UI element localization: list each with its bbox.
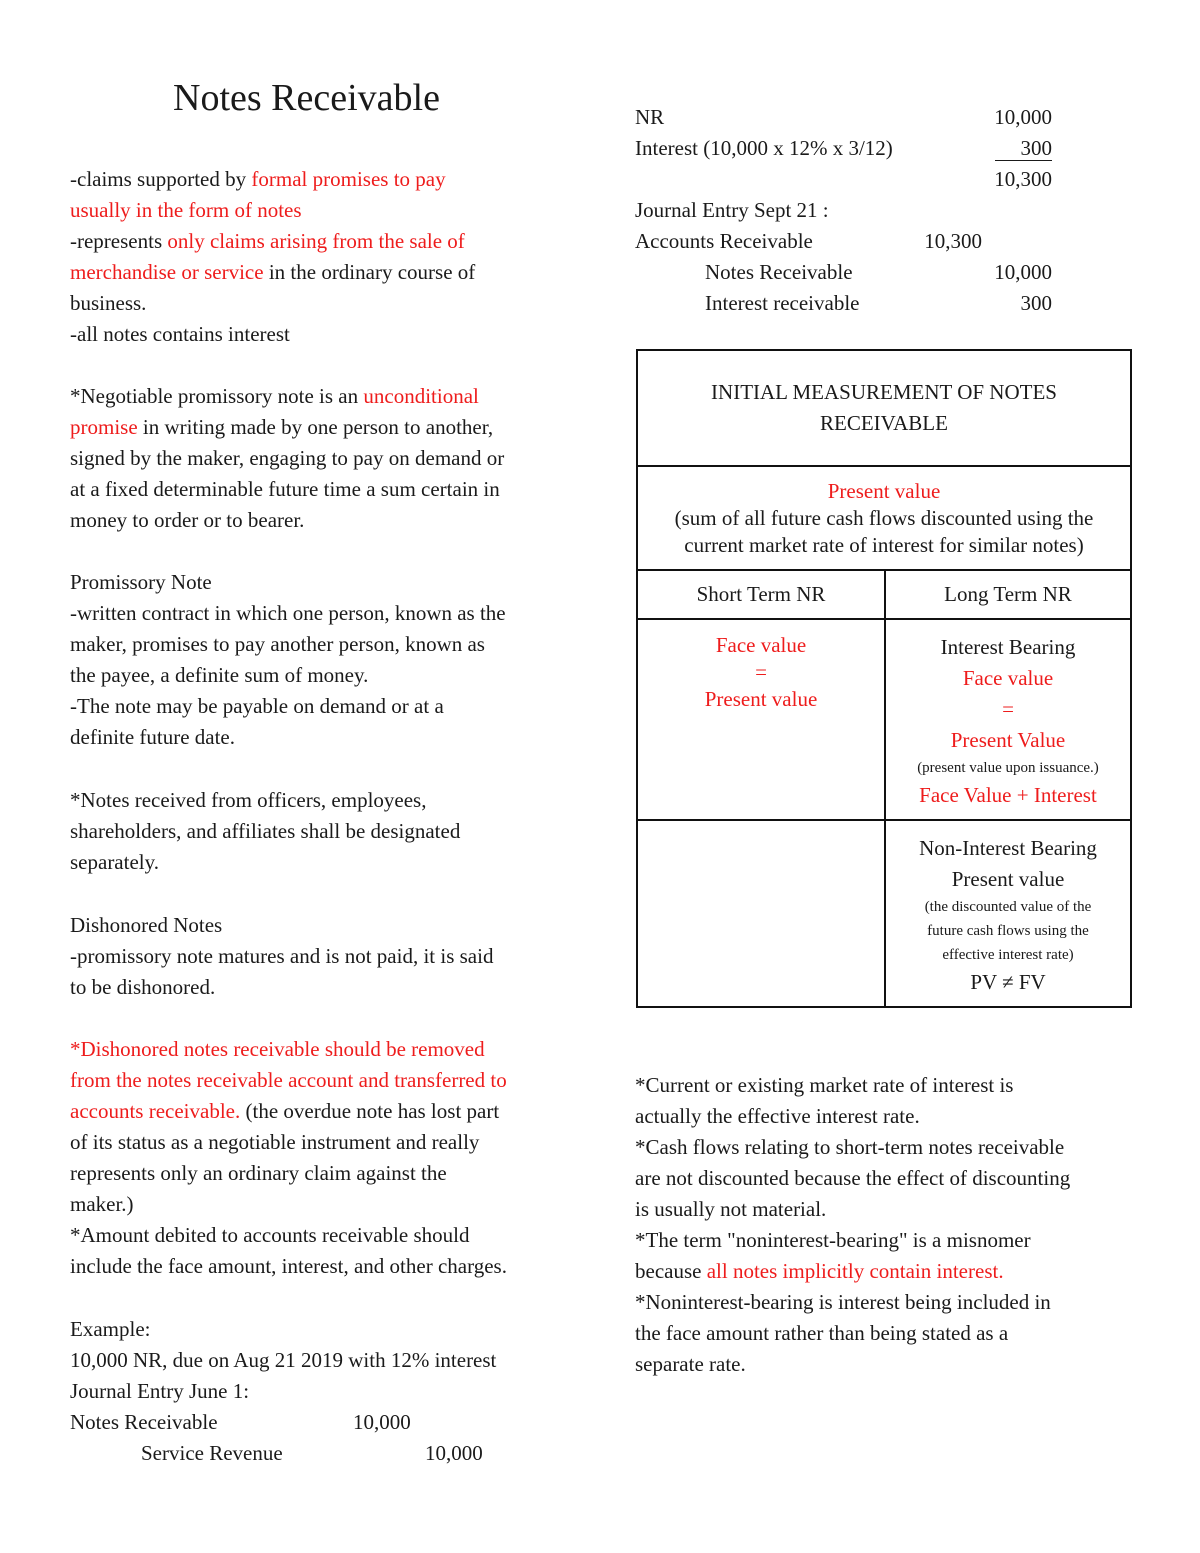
cell-note: (present value upon issuance.) <box>917 760 1099 776</box>
text: represents only an ordinary claim against the <box>70 1161 447 1185</box>
cell-text: Present value <box>951 867 1065 891</box>
cell-text: PV ≠ FV <box>970 970 1046 994</box>
journal-entry-account: Interest receivable <box>705 291 860 315</box>
highlight-text: usually in the form of notes <box>70 198 302 222</box>
journal-entry-amount: 10,300 <box>924 229 982 253</box>
text: *Cash flows relating to short-term notes receivable <box>635 1135 1065 1159</box>
cell-note: (the discounted value of the <box>924 899 1092 915</box>
notes-section <box>635 1070 1135 1380</box>
highlight-text: formal promises to pay <box>251 167 446 191</box>
initial-measurement-table <box>636 349 1132 1008</box>
dishonored-treatment-section <box>70 1034 570 1282</box>
text: *Current or existing market rate of interest is <box>635 1073 1014 1097</box>
journal-entry-account: Notes Receivable <box>70 1410 218 1434</box>
cell-text: Present value <box>704 687 818 711</box>
text: -all notes contains interest <box>70 322 290 346</box>
text: shareholders, and affiliates shall be designated <box>70 819 461 843</box>
text: in the ordinary course of <box>263 260 476 284</box>
table-header-line: INITIAL MEASUREMENT OF NOTES <box>711 380 1057 404</box>
highlight-text: merchandise or service <box>70 260 264 284</box>
text: -represents <box>70 229 168 253</box>
journal-entry-title: Journal Entry Sept 21 : <box>635 198 829 222</box>
text: signed by the maker, engaging to pay on demand or <box>70 446 505 470</box>
journal-entry-amount: 10,000 <box>353 1410 411 1434</box>
computation-label: NR <box>635 105 665 129</box>
text: because <box>635 1259 707 1283</box>
highlight-text: unconditional <box>363 384 479 408</box>
dishonored-notes-section <box>70 910 570 1003</box>
text: *Noninterest-bearing is interest being included in <box>635 1290 1051 1314</box>
text: *Amount debited to accounts receivable should <box>70 1223 470 1247</box>
section-heading: Promissory Note <box>70 570 212 594</box>
computation-total: 10,300 <box>994 167 1052 191</box>
column-header-long-term: Long Term NR <box>885 570 1131 619</box>
present-value-cell <box>637 466 1131 570</box>
journal-entry-account: Accounts Receivable <box>635 229 813 253</box>
text: in writing made by one person to another, <box>137 415 494 439</box>
cell-title: Non-Interest Bearing <box>919 836 1097 860</box>
highlight-text: promise <box>70 415 138 439</box>
short-term-cell <box>637 619 885 820</box>
text: -written contract in which one person, known as the <box>70 601 506 625</box>
text: (the overdue note has lost part <box>240 1099 500 1123</box>
cell-text: Face value <box>962 666 1054 690</box>
table-header-line: RECEIVABLE <box>820 411 948 435</box>
computation-amount: 300 <box>995 136 1053 161</box>
highlight-text: accounts receivable. <box>70 1099 241 1123</box>
highlight-text: from the notes receivable account and transferred to <box>70 1068 507 1092</box>
text: *The term "noninterest-bearing" is a misnomer <box>635 1228 1031 1252</box>
present-value-definition: (sum of all future cash flows discounted using the <box>674 505 1094 530</box>
text: actually the effective interest rate. <box>635 1104 920 1128</box>
promissory-note-section <box>70 567 570 753</box>
officers-section <box>70 785 570 878</box>
example-section <box>70 1314 570 1407</box>
journal-entry-account: Notes Receivable <box>705 260 853 284</box>
text: the payee, a definite sum of money. <box>70 663 369 687</box>
computation-label: Interest (10,000 x 12% x 3/12) <box>635 136 893 160</box>
text: to be dishonored. <box>70 975 216 999</box>
highlight-text: *Dishonored notes receivable should be removed <box>70 1037 485 1061</box>
text: the face amount rather than being stated as a <box>635 1321 1009 1345</box>
section-heading: Dishonored Notes <box>70 913 223 937</box>
cell-text: = <box>755 660 767 684</box>
section-heading: Example: <box>70 1317 151 1341</box>
text: business. <box>70 291 147 315</box>
text: Journal Entry June 1: <box>70 1379 250 1403</box>
page-title: Notes Receivable <box>173 77 440 119</box>
cell-note: effective interest rate) <box>942 947 1074 963</box>
text: separate rate. <box>635 1352 746 1376</box>
non-interest-bearing-cell <box>885 820 1131 1007</box>
text: money to order or to bearer. <box>70 508 305 532</box>
journal-entry-account: Service Revenue <box>141 1441 283 1465</box>
definition-section <box>70 164 570 350</box>
present-value-definition: current market rate of interest for similar notes) <box>684 532 1084 557</box>
text: separately. <box>70 850 160 874</box>
interest-bearing-cell <box>885 619 1131 820</box>
text: *Notes received from officers, employees, <box>70 788 427 812</box>
computation-amount: 10,000 <box>994 105 1052 129</box>
text: of its status as a negotiable instrument and really <box>70 1130 480 1154</box>
text: include the face amount, interest, and other charges. <box>70 1254 507 1278</box>
text: -claims supported by <box>70 167 252 191</box>
highlight-text: all notes implicitly contain interest. <box>706 1259 1004 1283</box>
cell-text: Face value <box>715 633 807 657</box>
text: definite future date. <box>70 725 236 749</box>
text: is usually not material. <box>635 1197 827 1221</box>
cell-title: Interest Bearing <box>940 635 1076 659</box>
negotiable-note-section <box>70 381 570 536</box>
cell-text: = <box>1002 697 1014 721</box>
column-header-short-term: Short Term NR <box>637 570 885 619</box>
text: -The note may be payable on demand or at a <box>70 694 444 718</box>
present-value-label: Present value <box>827 478 941 503</box>
text: *Negotiable promissory note is an <box>70 384 364 408</box>
text: at a fixed determinable future time a sum certain in <box>70 477 500 501</box>
text: 10,000 NR, due on Aug 21 2019 with 12% interest <box>70 1348 497 1372</box>
text: maker.) <box>70 1192 134 1216</box>
cell-text: Face Value + Interest <box>919 783 1097 807</box>
highlight-text: only claims arising from the sale of <box>167 229 465 253</box>
empty-cell <box>637 820 885 1007</box>
journal-entry-amount: 10,000 <box>994 260 1052 284</box>
cell-note: future cash flows using the <box>927 923 1089 939</box>
cell-text: Present Value <box>950 728 1066 752</box>
journal-entry-amount: 300 <box>1020 291 1052 315</box>
text: -promissory note matures and is not paid, it is said <box>70 944 494 968</box>
text: maker, promises to pay another person, known as <box>70 632 485 656</box>
table-header-cell <box>637 350 1131 466</box>
text: are not discounted because the effect of discounting <box>635 1166 1071 1190</box>
journal-entry-amount: 10,000 <box>425 1441 483 1465</box>
